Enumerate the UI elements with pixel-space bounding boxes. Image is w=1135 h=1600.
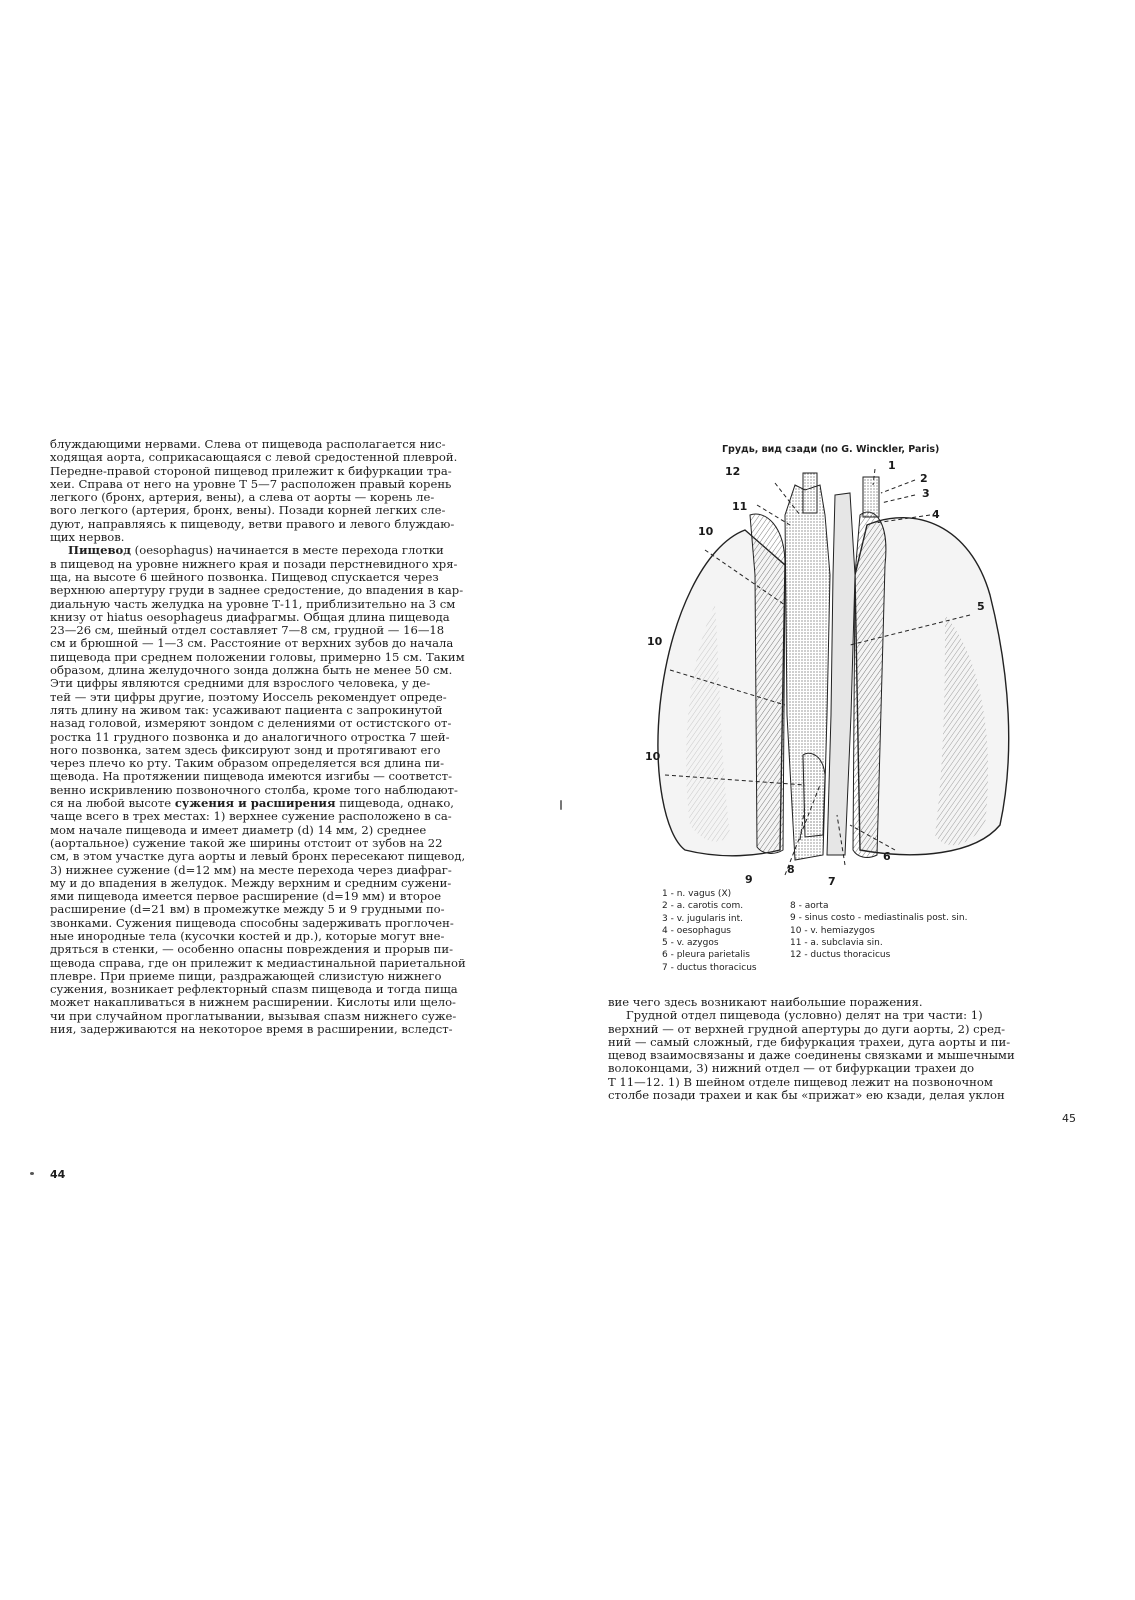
text-line: чи при случайном проглатывании, вызывая спазм нижнего суже-: [50, 1008, 457, 1023]
top-vessel: [803, 473, 817, 513]
legend-item: 10 - v. hemiazygos: [790, 925, 875, 936]
top-vessel: [863, 477, 879, 517]
text-line: ростка 11 грудного позвонка и до аналогичного отростка 7 шей-: [50, 729, 450, 744]
text-line: ные инородные тела (кусочки костей и др.), которые могут вне-: [50, 928, 445, 943]
page-number-left: 44: [50, 1168, 66, 1181]
text-span: ся на любой высоте: [50, 796, 175, 811]
paragraph-3: [50, 797, 548, 1036]
text-line: книзу от hiatus oesophageus диафрагмы. Общая длина пищевода: [50, 609, 450, 624]
text-line: 23—26 см, шейный отдел составляет 7—8 см, грудной — 16—18: [50, 623, 445, 638]
text-line: расширение (d=21 вм) в промежутке между 5 и 9 грудными по-: [50, 902, 445, 917]
figure-label-6: 6: [883, 850, 891, 863]
text-line: см и брюшной — 1—3 см. Расстояние от верхних зубов до начала: [50, 636, 454, 651]
figure-label-10-bottom: 10: [645, 750, 661, 763]
legend-item: 8 - aorta: [790, 901, 829, 911]
scan-speck: [560, 800, 562, 810]
text-line: образом, длина желудочного зонда должна быть не менее 50 см.: [50, 663, 453, 678]
text-line: му и до впадения в желудок. Между верхним и средним сужени-: [50, 875, 452, 890]
figure-label-11: 11: [732, 500, 748, 513]
legend-item: 2 - a. carotis com.: [662, 901, 744, 912]
legend-item: 7 - ductus thoracicus: [662, 962, 757, 973]
text-line: щевод взаимосвязаны и даже соединены связками и мышечными: [608, 1048, 1015, 1063]
text-line: звонками. Сужения пищевода способны задерживать проглочен-: [50, 915, 454, 930]
paragraph-1: [50, 438, 548, 544]
legend-item: 6 - pleura parietalis: [662, 950, 750, 961]
text-line: плевре. При приеме пищи, раздражающей слизистую нижнего: [50, 968, 442, 983]
figure-label-2: 2: [920, 472, 928, 485]
text-line: чаще всего в трех местах: 1) верхнее сужение расположено в са-: [50, 809, 452, 824]
aorta-shape: [803, 753, 825, 837]
text-span: (oesophagus) начинается в месте перехода глотки: [131, 543, 444, 558]
scan-speck: [30, 1172, 34, 1175]
figure-label-5: 5: [977, 600, 985, 613]
text-line: 3) нижнее сужение (d=12 мм) на месте перехода через диафраг-: [50, 862, 452, 877]
text-line: пищевода при среднем положении головы, примерно 15 см. Таким: [50, 649, 465, 664]
text-line: [50, 797, 548, 810]
text-line: волоконцами, 3) нижний отдел — от бифуркации трахеи до: [608, 1061, 975, 1076]
text-line: тей — эти цифры другие, поэтому Иоссель рекомендует опреде-: [50, 689, 447, 704]
figure-label-7: 7: [828, 875, 836, 885]
right-page-text: [608, 996, 1073, 1102]
text-line: сужения, возникает рефлекторный спазм пищевода и тогда пища: [50, 982, 458, 997]
figure-label-8: 8: [787, 863, 795, 876]
text-line: ща, на высоте 6 шейного позвонка. Пищевод спускается через: [50, 569, 439, 584]
text-line: Грудной отдел пищевода (условно) делят на три части: 1): [626, 1008, 983, 1023]
figure-caption: Грудь, вид сзади (по G. Winckler, Paris): [722, 444, 940, 455]
text-line: щих нервов.: [50, 530, 125, 545]
text-line: ний — самый сложный, где бифуркация трахеи, дуга аорты и пи-: [608, 1034, 1011, 1049]
text-line: верхний — от верхней грудной апертуры до дуги аорты, 2) сред-: [608, 1021, 1005, 1036]
text-line: Передне-правой стороной пищевод прилежит к бифуркации тра-: [50, 463, 452, 478]
anatomy-figure: [645, 455, 1015, 885]
figure-label-1: 1: [888, 459, 896, 472]
text-line: [50, 544, 548, 557]
figure-label-10-mid: 10: [647, 635, 663, 648]
text-line: ями пищевода имеется первое расширение (d=19 мм) и второе: [50, 889, 442, 904]
legend-item: 1 - n. vagus (X): [662, 889, 732, 899]
figure-label-3: 3: [922, 487, 930, 500]
page-number-right: 45: [1062, 1112, 1076, 1125]
esophagus-shape: [827, 493, 855, 855]
term-oesophagus: Пищевод: [68, 543, 131, 558]
text-line: (аортальное) сужение такой же ширины отстоит от зубов на 22: [50, 835, 443, 850]
left-page-text: [50, 438, 548, 1036]
legend-item: 5 - v. azygos: [662, 938, 719, 949]
text-line: через плечо ко рту. Таким образом определяется вся длина пи-: [50, 756, 445, 771]
text-line: венно искривлению позвоночного столба, кроме того наблюдают-: [50, 782, 458, 797]
figure-label-12: 12: [725, 465, 741, 478]
text-line: ного позвонка, затем здесь фиксируют зонд и протягивают его: [50, 742, 441, 757]
text-line: может накапливаться в нижнем расширении. Кислоты или щело-: [50, 995, 456, 1010]
legend-item: 4 - oesophagus: [662, 925, 731, 936]
text-line: хеи. Справа от него на уровне Т 5—7 расположен правый корень: [50, 476, 452, 491]
text-line: ходящая аорта, соприкасающаяся с левой средостенной плеврой.: [50, 450, 458, 465]
text-line: вие чего здесь возникают наибольшие поражения.: [608, 995, 923, 1009]
text-line: мом начале пищевода и имеет диаметр (d) 14 мм, 2) среднее: [50, 822, 427, 837]
text-line: лять длину на живом так: усаживают пациента с запрокинутой: [50, 702, 443, 717]
text-line: ния, задерживаются на некоторое время в расширении, вследст-: [50, 1022, 453, 1037]
text-line: в пищевод на уровне нижнего края и позади перстневидного хря-: [50, 556, 458, 571]
text-line: блуждающими нервами. Слева от пищевода располагается нис-: [50, 437, 446, 451]
legend-item: 11 - a. subclavia sin.: [790, 937, 883, 948]
text-line: Эти цифры являются средними для взрослого человека, у де-: [50, 676, 431, 691]
text-line: щевода. На протяжении пищевода имеются изгибы — соответст-: [50, 769, 452, 784]
text-line: Т 11—12. 1) В шейном отделе пищевод лежит на позвоночном: [608, 1074, 993, 1089]
text-line: легкого (бронх, артерия, вены), а слева от аорты — корень ле-: [50, 490, 435, 505]
legend-column-left: [662, 888, 757, 974]
legend-item: 9 - sinus costo - mediastinalis post. sin.: [790, 913, 968, 924]
text-line: назад головой, измеряют зондом с делениями от остистского от-: [50, 716, 452, 731]
legend-item: 3 - v. jugularis int.: [662, 913, 744, 924]
figure-label-9: 9: [745, 873, 753, 885]
text-line: щевода справа, где он прилежит к медиастинальной париетальной: [50, 955, 466, 970]
text-line: дуют, направляясь к пищеводу, ветви правого и левого блуждаю-: [50, 516, 455, 531]
legend-column-right: [790, 900, 967, 961]
text-line: дряться в стенки, — особенно опасны повреждения и прорыв пи-: [50, 942, 454, 957]
paragraph-2: [50, 544, 548, 797]
text-line: диальную часть желудка на уровне Т-11, приблизительно на 3 см: [50, 596, 456, 611]
term-narrowings: сужения и расширения: [174, 796, 336, 811]
text-line: столбе позади трахеи и как бы «прижат» ею кзади, делая уклон: [608, 1088, 1005, 1103]
text-line: верхнюю апертуру груди в заднее средостение, до впадения в кар-: [50, 583, 464, 598]
legend-item: 12 - ductus thoracicus: [790, 950, 891, 961]
figure-label-4: 4: [932, 508, 940, 521]
text-span: пищевода, однако,: [335, 796, 454, 811]
figure-label-10-top: 10: [698, 525, 714, 538]
text-line: вого легкого (артерия, бронх, вены). Позади корней легких сле-: [50, 503, 446, 518]
text-line: см, в этом участке дуга аорты и левый бронх пересекают пищевод,: [50, 849, 466, 864]
